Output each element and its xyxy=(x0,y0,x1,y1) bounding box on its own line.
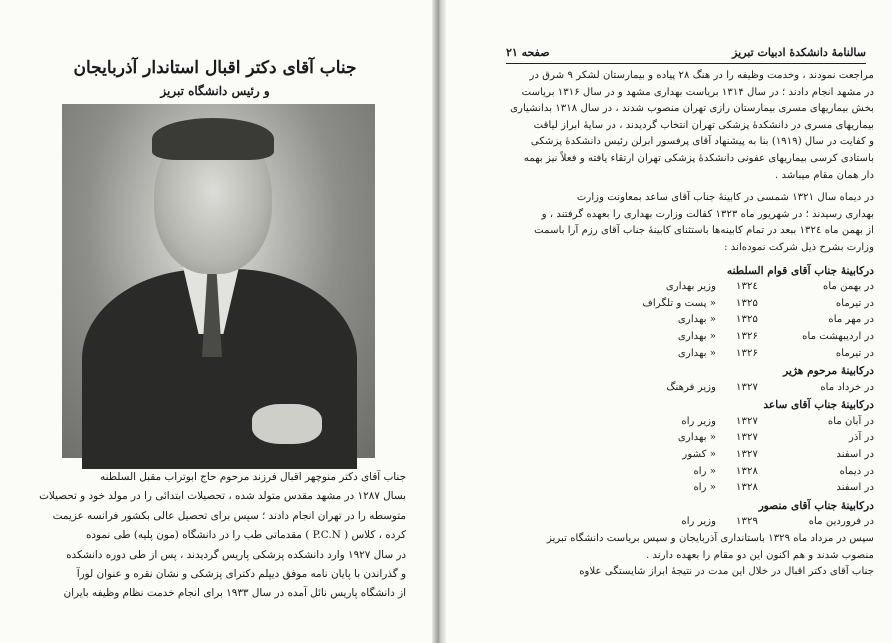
row-date: در فروردین ماه xyxy=(808,516,874,528)
row-role: وزیر فرهنگ xyxy=(666,381,716,393)
cabinet-row xyxy=(494,296,874,313)
cabinet-title: درکابینهٔ جناب آقای منصور xyxy=(758,499,874,512)
row-role: « بهداری xyxy=(677,330,716,342)
biography-line: از دانشگاه پاریس نائل آمده در سال ۱۹۳۳ برای انجام خدمت نظام وظیفه بایران xyxy=(63,587,406,600)
text-line: دار همان مقام میباشد . xyxy=(775,169,874,181)
row-year: ۱۳۲۸ xyxy=(736,465,758,477)
cabinet-row xyxy=(494,447,874,464)
row-year: ۱۳۲۸ xyxy=(736,482,758,494)
text-line: از بهمن ماه ۱۳۲٤ ببعد در تمام کابینه‌ها باستثنای کابینهٔ جناب آقای رزم آرا باسمت xyxy=(534,225,874,237)
row-role: « بهداری xyxy=(677,314,716,326)
running-header xyxy=(506,45,866,64)
cabinet-row xyxy=(494,480,874,497)
row-year: ۱۳۲۵ xyxy=(736,314,758,326)
biography-line: در سال ۱۹۲۷ وارد دانشکده پزشکی پاریس گردیدند ، پس از طی دوره دانشکده xyxy=(66,548,406,561)
cabinet-row xyxy=(494,380,874,397)
cabinet-row xyxy=(494,279,874,296)
biography-text xyxy=(14,468,406,604)
row-year: ۱۳۲۶ xyxy=(736,330,758,342)
portrait-photo xyxy=(62,104,375,458)
row-role: « پست و تلگراف xyxy=(642,297,716,309)
text-line: وزارت بشرح ذیل شرکت نموده‌اند : xyxy=(724,241,874,253)
cabinet-title: درکابینهٔ جناب آقای ساعد xyxy=(763,399,874,412)
text-line: جناب آقای دکتر اقبال در خلال این مدت در نتیجهٔ ابراز شایستگی علاوه xyxy=(579,566,874,578)
row-date: در آبان ماه xyxy=(827,415,874,427)
text-line: سپس در مرداد ماه ۱۳۲۹ باستانداری آذربایجان و سپس بریاست دانشگاه تبریز xyxy=(546,533,874,545)
text-line: بهداری رسیدند ؛ در شهریور ماه ۱۳۲۳ کفالت وزارت بهداری را بعهده گرفتند ، و xyxy=(541,208,874,220)
row-role: « کشور xyxy=(682,449,716,461)
paragraph xyxy=(494,531,874,581)
cabinet-row xyxy=(494,464,874,481)
row-date: در خرداد ماه xyxy=(820,381,874,393)
text-line: باستادی کرسی بیماریهای عفونی دانشکدهٔ پزشکی تهران ارتقاء یافته و فعلاً نیز بهمه xyxy=(523,152,874,164)
row-year: ۱۳۲۷ xyxy=(736,381,758,393)
paragraph xyxy=(494,190,874,256)
row-date: در تیرماه xyxy=(835,347,874,359)
row-date: در آذر xyxy=(849,432,874,444)
row-date: در اردیبهشت ماه xyxy=(802,330,874,342)
text-line: بخش بیماریهای مسری بیمارستان رازی تهران منصوب شدند ، در سال ۱۳۱۸ بدانشیاری xyxy=(510,103,874,115)
page-title: جناب آقای دکتر اقبال استاندار آذربایجان xyxy=(73,58,357,78)
portrait-hand xyxy=(252,404,322,444)
row-role: « راه xyxy=(693,482,716,494)
row-year: ۱۳۲۷ xyxy=(736,415,758,427)
biography-line: کرده ، کلاس ( P.C.N ) مقدماتی طب را در دانشگاه (مون پلیه) طی نموده xyxy=(85,529,406,542)
text-line: و کفایت در سال (۱۹۱۹) بنا به پیشنهاد آقای پرفسور ابرلن رئیس دانشکدهٔ پزشکی xyxy=(530,136,874,148)
cabinet-row xyxy=(494,414,874,431)
row-year: ۱۳۲۷ xyxy=(736,432,758,444)
portrait-hair xyxy=(152,118,274,160)
cabinet-title: درکابینهٔ جناب آقای قوام السلطنه xyxy=(726,264,874,277)
cabinet-row xyxy=(494,346,874,363)
row-date: در تیرماه xyxy=(835,297,874,309)
row-date: در مهر ماه xyxy=(828,314,874,326)
text-line: در مشهد انجام دادند ؛ در سال ۱۳۱۴ بریاست بهداری مشهد و در سال ۱۳۱۶ بریاست xyxy=(521,86,874,98)
cabinet-title: درکابینهٔ مرحوم هژیر xyxy=(783,365,874,378)
page-subtitle: و رئیس دانشگاه تبریز xyxy=(160,84,270,98)
cabinet-row xyxy=(494,430,874,447)
cabinet-list xyxy=(494,263,874,532)
right-page xyxy=(446,0,892,643)
row-date: در بهمن ماه xyxy=(822,281,874,293)
left-page xyxy=(0,0,432,643)
biography-line: بسال ۱۲۸۷ در مشهد مقدس متولد شده ، تحصیلات ابتدائی را در مولد خود و تحصیلات xyxy=(39,490,406,503)
book-gutter xyxy=(432,0,446,643)
row-role: وزیر راه xyxy=(681,415,716,427)
row-role: وزیر بهداری xyxy=(665,281,716,293)
text-line: در دیماه سال ۱۳۲۱ شمسی در کابینهٔ جناب آقای ساعد بمعاونت وزارت xyxy=(576,192,874,204)
row-role: وزیر راه xyxy=(681,516,716,528)
row-year: ۱۳۲۶ xyxy=(736,347,758,359)
row-role: « بهداری xyxy=(677,347,716,359)
biography-line: متوسطه را در تهران انجام دادند ؛ سپس برای تحصیل عالی بکشور فرانسه عزیمت xyxy=(52,509,406,522)
article-body xyxy=(494,68,874,587)
cabinet-row xyxy=(494,312,874,329)
text-line: منصوب شدند و هم اکنون این دو مقام را بعهده دارند . xyxy=(646,549,874,561)
header-title: سالنامهٔ دانشکدهٔ ادبیات تبریز xyxy=(732,46,866,59)
cabinet-row xyxy=(494,514,874,531)
header-page-number: صفحه ۲۱ xyxy=(506,46,550,59)
text-line: مراجعت نمودند ، وخدمت وظیفه را در هنگ ۲۸ پیاده و بیمارستان لشکر ۹ شرق در xyxy=(529,70,874,81)
row-year: ۱۳۲٤ xyxy=(736,281,758,293)
row-date: در اسفند xyxy=(836,482,874,494)
row-year: ۱۳۲۷ xyxy=(736,449,758,461)
paragraph xyxy=(494,68,874,184)
biography-line: جناب آقای دکتر منوچهر اقبال فرزند مرحوم حاج ابوتراب مقبل السلطنه xyxy=(100,471,406,483)
cabinet-row xyxy=(494,329,874,346)
row-year: ۱۳۲۵ xyxy=(736,297,758,309)
row-role: « راه xyxy=(693,465,716,477)
row-year: ۱۳۲۹ xyxy=(736,516,758,528)
text-line: بیماریهای مسری در دانشکدهٔ پزشکی تهران انتخاب گردیدند ، در سایهٔ ابراز لیاقت xyxy=(533,119,874,131)
row-date: در اسفند xyxy=(836,449,874,461)
row-role: « بهداری xyxy=(677,432,716,444)
biography-line: و گذراندن با پایان نامه موفق دیپلم دکترای پزشکی و نشان نقره و عنوان لورآ xyxy=(76,568,406,581)
row-date: در دیماه xyxy=(839,465,874,477)
